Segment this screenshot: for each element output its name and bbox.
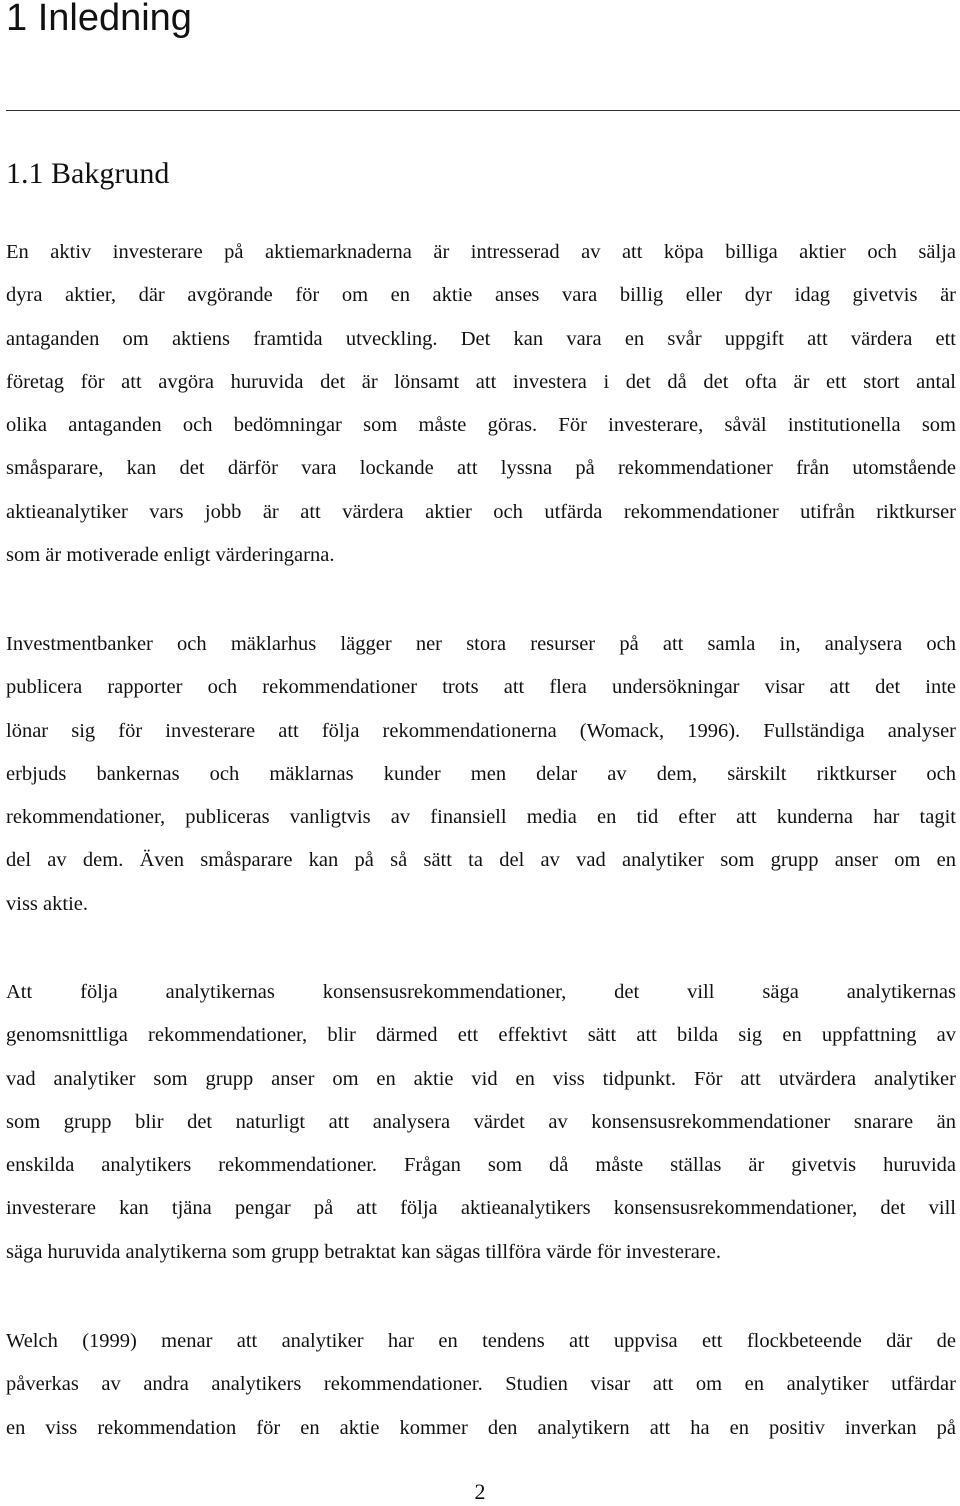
paragraph-line: Welch (1999) menar att analytiker har en tendens att uppvisa ett flockbeteende där de <box>6 1330 956 1352</box>
paragraph-line: antaganden om aktiens framtida utveckling. Det kan vara en svår uppgift att värdera ett <box>6 327 956 350</box>
paragraph-line: rekommendationer, publiceras vanligtvis av finansiell media en tid efter att kunderna har tagit <box>6 806 956 829</box>
paragraph-line: investerare kan tjäna pengar på att följa aktieanalytikers konsensusrekommendationer, det vill <box>6 1197 956 1220</box>
paragraph-line: lönar sig för investerare att följa rekommendationerna (Womack, 1996). Fullständiga analyser <box>6 719 956 742</box>
paragraph-line: småsparare, kan det därför vara lockande att lyssna på rekommendationer från utomstående <box>6 457 956 480</box>
paragraph-line: en viss rekommendation för en aktie kommer den analytikern att ha en positiv inverkan på <box>6 1416 956 1439</box>
paragraph-background-intro <box>6 231 956 577</box>
paragraph-welch <box>6 1320 956 1450</box>
paragraph-line: som är motiverade enligt värderingarna. <box>6 544 335 567</box>
paragraph-line: publicera rapporter och rekommendationer trots att flera undersökningar visar att det inte <box>6 676 956 699</box>
paragraph-line: olika antaganden och bedömningar som måste göras. För investerare, såväl institutionella som <box>6 414 956 437</box>
chapter-title: 1 Inledning <box>6 0 192 39</box>
paragraph-line: enskilda analytikers rekommendationer. Frågan som då måste ställas är givetvis huruvida <box>6 1154 956 1177</box>
paragraph-line: Investmentbanker och mäklarhus lägger ner stora resurser på att samla in, analysera och <box>6 633 956 655</box>
section-title: 1.1 Bakgrund <box>6 157 170 190</box>
page-number: 2 <box>474 1479 486 1504</box>
paragraph-line: företag för att avgöra huruvida det är lönsamt att investera i det då det ofta är ett stort antal <box>6 370 956 393</box>
paragraph-line: vad analytiker som grupp anser om en aktie vid en viss tidpunkt. För att utvärdera analytiker <box>6 1067 956 1090</box>
paragraph-line: som grupp blir det naturligt att analysera värdet av konsensusrekommendationer snarare än <box>6 1110 956 1133</box>
paragraph-consensus <box>6 971 956 1274</box>
chapter-divider <box>6 110 960 111</box>
paragraph-investment-banks <box>6 623 956 926</box>
paragraph-line: genomsnittliga rekommendationer, blir därmed ett effektivt sätt att bilda sig en uppfattning av <box>6 1024 956 1047</box>
paragraph-line: påverkas av andra analytikers rekommendationer. Studien visar att om en analytiker utfärdar <box>6 1373 956 1396</box>
paragraph-line: Att följa analytikernas konsensusrekommendationer, det vill säga analytikernas <box>6 981 956 1003</box>
paragraph-line: En aktiv investerare på aktiemarknaderna är intresserad av att köpa billiga aktier och sälja <box>6 241 956 263</box>
paragraph-line: aktieanalytiker vars jobb är att värdera aktier och utfärda rekommendationer utifrån riktkurser <box>6 500 956 523</box>
paragraph-line: säga huruvida analytikerna som grupp betraktat kan sägas tillföra värde för investerare. <box>6 1240 721 1263</box>
paragraph-line: viss aktie. <box>6 892 88 915</box>
paragraph-line: dyra aktier, där avgörande för om en aktie anses vara billig eller dyr idag givetvis är <box>6 284 956 307</box>
paragraph-line: erbjuds bankernas och mäklarnas kunder men delar av dem, särskilt riktkurser och <box>6 762 956 785</box>
paragraph-line: del av dem. Även småsparare kan på så sätt ta del av vad analytiker som grupp anser om en <box>6 849 956 872</box>
